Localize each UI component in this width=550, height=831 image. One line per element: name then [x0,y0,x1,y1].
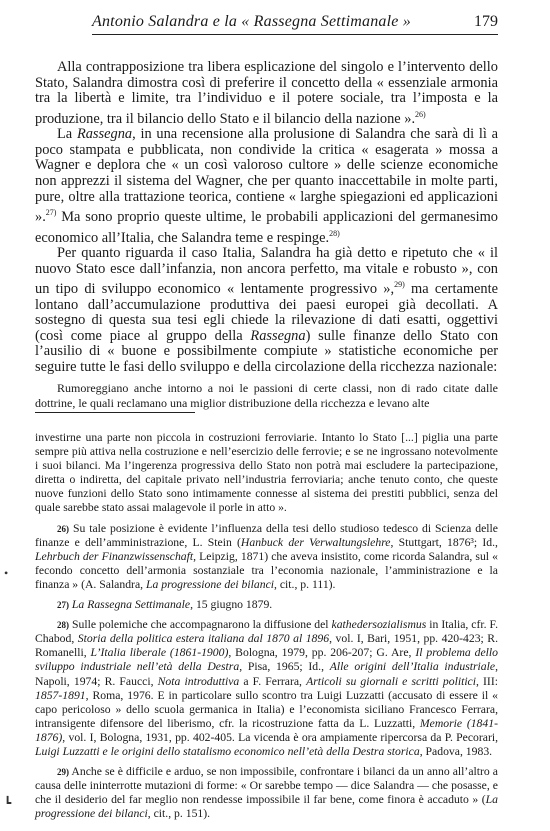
paragraph-3: Per quanto riguarda il caso Italia, Salandra ha già detto e ripetuto che « il nuovo Stato esce dall’infanzia, non ancora perfetto, ma vitale e robusto », con un tipo di sviluppo economico « lentamente progressivo »,$^{29)}$ ma certamente lontano dall’accumulazione produttiva dei paesi europei già decollati. A sostegno di questa sua tesi egli chiede la rilevazione di dati esatti, oggettivi (così come piace al gruppo della Rassegna) sulle finanze dello Stato con l’ausilio di « buone e possibilmente compiute » statistiche economiche per seguire tutte le fasi dello sviluppo e della circolazione della ricchezza nazionale: [35,244,499,375]
running-header [92,12,498,35]
footnote-continuation: investirne una parte non piccola in costruzioni ferroviarie. Intanto lo Stato [...] piglia una parte sempre più attiva nella costruzione e nell’esercizio delle ferrovie; e se ne ingrossano notevolmente i suoi bilanci. Ma l’ingerenza progressiva dello Stato non potrà mai escludere la partecipazione, diretta o indiretta, del capitale privato nell’industria ferroviaria; anche tenuto conto, che queste nuove funzioni dello Stato sono intimamente connesse al sistema dei prestiti pubblici, senza del quale sarebbe stato assai malagevole il porle in atto ». [35,431,498,515]
margin-mark-b: ┗ [4,796,12,810]
running-title: Antonio Salandra e la « Rassegna Settimanale » [92,13,411,30]
main-text [35,60,498,375]
footnote-26: 26) Su tale posizione è evidente l’influenza della tesi dello studioso tedesco di Scienza delle finanze e dell’amministrazione, L. Stein (Hanbuck der Verwaltungslehre, Stuttgart, 1876³; Id., Lehrbuch der Finanzwissenschaft, Leipzig, 1871) che aveva insistito, come ricorda Salandra, sul « fecondo concetto dell’armonia sostanziale tra l’economia nazionale, l’amministrazione e la finanza » (A. Salandra, La progressione dei bilanci, cit., p. 111). [35,521,498,591]
note-ref-29: 29) [394,280,405,290]
page-number: 179 [474,13,498,30]
footnote-28: 28) Sulle polemiche che accompagnarono la diffusione del kathedersozialismus in Italia, cfr. F. Chabod, Storia della politica estera italiana dal 1870 al 1896, vol. I, Bari, 1951, pp. 420-423; R. Romanelli, L’Italia liberale (1861-1900), Bologna, 1979, pp. 206-207; G. Are, Il problema dello sviluppo industriale nell’età della Destra, Pisa, 1965; Id., Alle origini dell’Italia industriale, Napoli, 1974; R. Faucci, Nota introduttiva a F. Ferrara, Articoli su giornali e scritti politici, III: 1857-1891, Roma, 1976. E in particolare sullo scontro tra Luigi Luzzatti (accusato di essere il « capo pericoloso » dello scuola germanica in Italia) e l’economista siciliano Francesco Ferrara, intransigente difensore del liberismo, cfr. la ricostruzione fatta da L. Luzzatti, Memorie (1841-1876), vol. I, Bologna, 1931, pp. 402-405. La vicenda è ora ampiamente ripercorsa da P. Pecorari, Luigi Luzzatti e le origini dello statalismo economico nell’età della Destra storica, Padova, 1983. [35,618,499,758]
footnote-rule [35,412,195,413]
footnote-27: 27) La Rassegna Settimanale, 15 giugno 1879. [57,598,273,612]
block-quote: Rumoreggiano anche intorno a noi le passioni di certe classi, non di rado citate dalle dottrine, le quali reclamano una miglior distribuzione della ricchezza e levano alte [35,381,498,410]
margin-mark-a: • [4,566,9,580]
note-ref-28: 28) [329,228,340,238]
paragraph-1: Alla contrapposizione tra libera esplicazione del singolo e l’intervento dello Stato, Salandra dimostra così di preferire il concetto della « essenziale armonia tra la libertà e limite, tra l’individuo e il potere sociale, tra l’imposta e la produzione, tra il bilancio dello Stato e il bilancio della nazione ».$^{26)}$ [35,59,498,127]
footnotes [35,431,498,821]
note-ref-27: 27) [45,208,57,218]
note-ref-26: 26) [415,109,426,119]
paragraph-2: La Rassegna, in una recensione alla prolusione di Salandra che sarà di lì a poco stampata e pubblicata, non condivide la critica « esagerata » mossa a Wagner e deplora che « un così valoroso cultore » delle scienze economiche non apprezzi il sistema del Wagner, che per quanto inaccettabile in molte parti, pure, oltre alla trattazione teorica, contiene « larghe spiegazioni ed applicazioni ».$^{27)}$ Ma sono proprio queste ultime, le probabili applicazioni del germanesimo economico all’Italia, che Salandra teme e respinge.$^{28)}$ [35,126,498,246]
footnote-29: 29) Anche se è difficile e arduo, se non impossibile, confrontare i bilanci da un anno all’altro a causa delle ininterrotte mutazioni di forme: « Or sarebbe tempo — dice Salandra — che posasse, e che il desiderio del far meglio non rendesse impossibile il far bene, come finora è accaduto » (La progressione dei bilanci, cit., p. 151). [35,765,498,821]
